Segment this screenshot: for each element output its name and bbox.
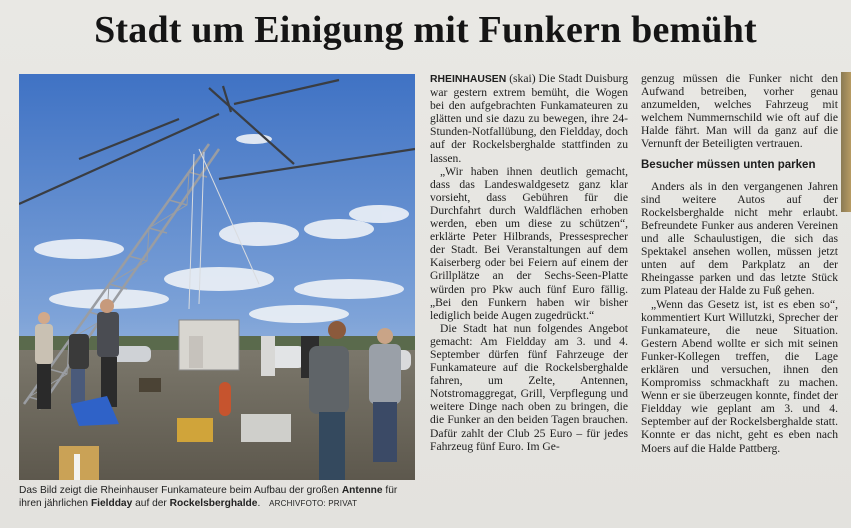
article-column-1 [430, 72, 628, 453]
adjacent-photo-edge [841, 72, 851, 212]
article-column-2 [641, 72, 838, 455]
headline: Stadt um Einigung mit Funkern bemüht [94, 9, 757, 51]
paragraph-6: „Wenn das Gesetz ist, ist es eben so“, kommentiert Kurt Willutzki, Sprecher der Funkamateure, die neue Situation. Gestern Abend wollte er sich mit seinen Funker-Kollegen treffen, die Lage erklären und versuchen, ihnen den Kompromiss schmackhaft zu machen. Wenn er sie überzeugen konnte, findet der Fieldday wie geplant am 3. und 4. September auf der Rockelsberghalde statt. Konnte er das nicht, geht es eben nach Moers auf die Halde Pattberg. [641, 297, 838, 455]
paragraph-3: Die Stadt hat nun folgendes Angebot gemacht: Am Fieldday am 3. und 4. September dürfen fünf Fahrzeuge der Funkamateure auf die Rockelsberghalde fahren, um Zelte, Antennen, Notstromaggregat, Grill, Verpflegung und weitere Dinge nach oben zu bringen, die die Funker an den beiden Tagen brauchen. Dafür zahlt der Club 25 Euro – für jedes Fahrzeug fünf Euro. Im Ge- [430, 321, 628, 453]
paragraph-2: „Wir haben ihnen deutlich gemacht, dass das Landeswaldgesetz ganz klar vorsieht, dass Gebühren für die Durchfahrt durch Waldflächen erhoben werden, eben um diese zu schützen“, erklärte Peter Hilbrands, Pressesprecher der Stadt. Bei Veranstaltungen auf dem Kaiserberg oder bei Feiern auf einem der Grillplätze an der Sechs-Seen-Platte würden pro Pkw auch fünf Euro fällig. „Bei den Funkern haben wir bisher lediglich beide Augen zugedrückt.“ [430, 164, 628, 322]
caption-end: . [257, 498, 261, 509]
caption-text-mid: für ihren jährlichen [19, 485, 398, 509]
caption-text: Das Bild zeigt die Rheinhauser Funkamateure beim Aufbau der großen [19, 485, 339, 496]
paragraph-5: Anders als in den vergangenen Jahren sind weitere Autos auf der Rockelsberghalde nicht mehr erlaubt. Befreundete Funker aus anderen Vereinen und alle Schaulustigen, die sich das Spektakel ansehen wollen, müssen jetzt unten auf dem Parkplatz an der Rheingasse parken und das letzte Stück zum Plateau der Halde zu Fuß gehen. [641, 179, 838, 298]
dateline: RHEINHAUSEN [430, 74, 507, 85]
subheading: Besucher müssen unten parken [641, 158, 816, 171]
caption-bold-halde: Rockelsberghalde [169, 498, 258, 509]
photo-credit: ARCHIVFOTO: PRIVAT [269, 499, 358, 508]
photo-illustration [19, 74, 415, 480]
paragraph-4: genzug müssen die Funker nicht den Aufwand betreiben, vorher genau anzumelden, welches Fahrzeug mit welchem Nummernschild wie oft auf die Halde fährt. Man will da ganz auf die Vernunft der Beteiligten vertrauen. [641, 72, 838, 151]
antenna-photo [19, 74, 415, 480]
caption-bold-antenne: Antenne [341, 485, 383, 496]
paragraph-1-text: (skai) Die Stadt Duisburg war gestern extrem bemüht, die Wogen bei den aufgebrachten Funkamateuren zu glätten und sie dazu zu bewegen, ihre 24-Stunden-Notfallübung, den Fieldday, doch auf der Rockelsberghalde stattfinden zu lassen. [430, 72, 628, 165]
paragraph-1 [430, 72, 628, 165]
caption-text-mid2: auf der [135, 498, 167, 509]
caption-bold-fieldday: Fieldday [90, 498, 133, 509]
photo-caption [19, 484, 419, 510]
